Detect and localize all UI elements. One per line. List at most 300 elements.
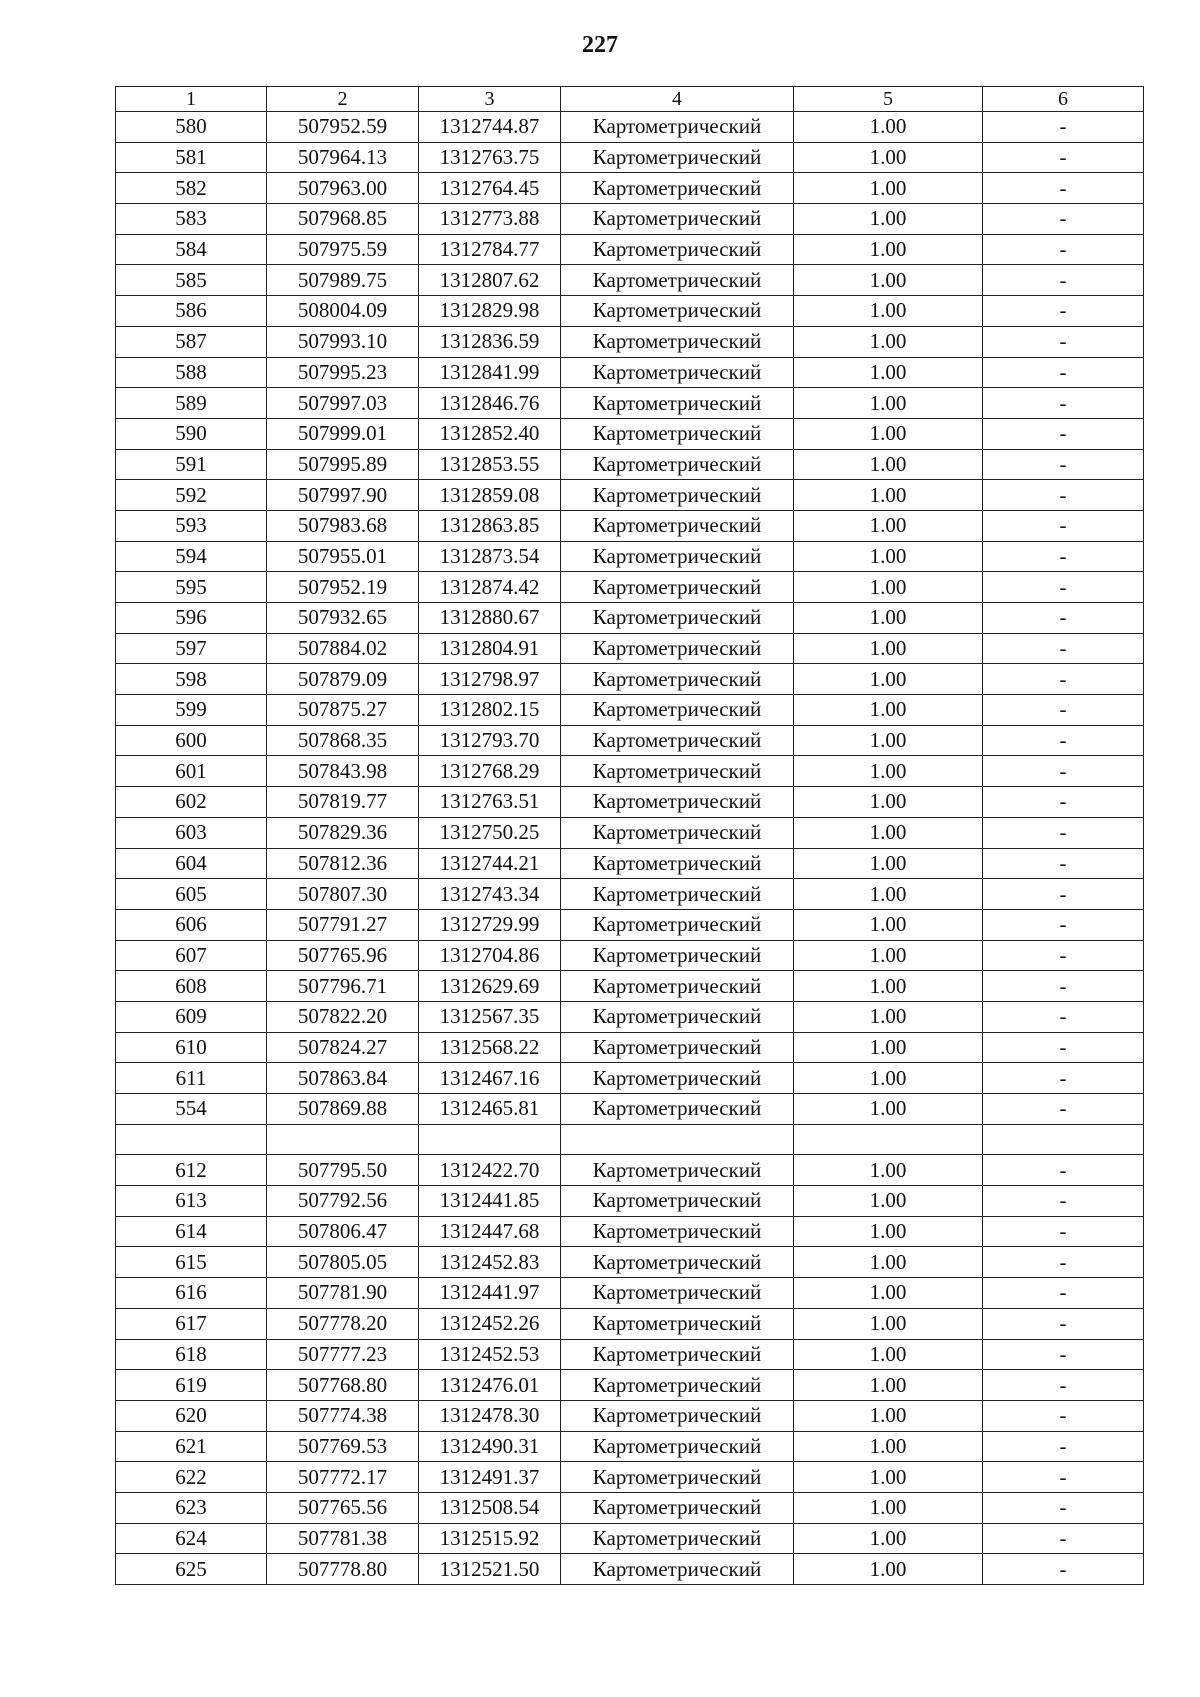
note-cell: -	[983, 695, 1144, 726]
point-number-cell: 615	[116, 1247, 267, 1278]
note-cell: -	[983, 173, 1144, 204]
accuracy-cell: 1.00	[794, 725, 983, 756]
method-cell: Картометрический	[561, 1308, 794, 1339]
x-coordinate-cell: 507806.47	[267, 1216, 419, 1247]
table-row	[116, 326, 1144, 357]
method-cell: Картометрический	[561, 940, 794, 971]
point-number-cell: 619	[116, 1370, 267, 1401]
y-coordinate-cell: 1312863.85	[419, 510, 561, 541]
point-number-cell: 592	[116, 480, 267, 511]
accuracy-cell: 1.00	[794, 1001, 983, 1032]
method-cell: Картометрический	[561, 817, 794, 848]
y-coordinate-cell: 1312441.97	[419, 1278, 561, 1309]
point-number-cell: 625	[116, 1554, 267, 1585]
accuracy-cell: 1.00	[794, 1492, 983, 1523]
point-number-cell: 584	[116, 234, 267, 265]
table-body	[116, 112, 1144, 1585]
point-number-cell: 588	[116, 357, 267, 388]
y-coordinate-cell: 1312515.92	[419, 1523, 561, 1554]
table-row	[116, 971, 1144, 1002]
x-coordinate-cell: 507932.65	[267, 603, 419, 634]
accuracy-cell: 1.00	[794, 1370, 983, 1401]
note-cell: -	[983, 1094, 1144, 1125]
x-coordinate-cell: 507795.50	[267, 1155, 419, 1186]
accuracy-cell: 1.00	[794, 388, 983, 419]
point-number-cell: 616	[116, 1278, 267, 1309]
note-cell: -	[983, 112, 1144, 143]
point-number-cell: 600	[116, 725, 267, 756]
table-row	[116, 909, 1144, 940]
x-coordinate-cell: 507968.85	[267, 204, 419, 235]
y-coordinate-cell: 1312478.30	[419, 1400, 561, 1431]
x-coordinate-cell: 507778.80	[267, 1554, 419, 1585]
note-cell: -	[983, 1492, 1144, 1523]
method-cell: Картометрический	[561, 1400, 794, 1431]
note-cell: -	[983, 418, 1144, 449]
method-cell: Картометрический	[561, 1216, 794, 1247]
table-row	[116, 1278, 1144, 1309]
x-coordinate-cell: 507778.20	[267, 1308, 419, 1339]
y-coordinate-cell: 1312629.69	[419, 971, 561, 1002]
y-coordinate-cell: 1312873.54	[419, 541, 561, 572]
point-number-cell: 620	[116, 1400, 267, 1431]
y-coordinate-cell: 1312784.77	[419, 234, 561, 265]
accuracy-cell: 1.00	[794, 971, 983, 1002]
table-row	[116, 1431, 1144, 1462]
method-cell: Картометрический	[561, 265, 794, 296]
point-number-cell: 617	[116, 1308, 267, 1339]
point-number-cell: 614	[116, 1216, 267, 1247]
table-row	[116, 1554, 1144, 1585]
point-number-cell: 582	[116, 173, 267, 204]
accuracy-cell: 1.00	[794, 756, 983, 787]
note-cell: -	[983, 1462, 1144, 1493]
point-number-cell: 612	[116, 1155, 267, 1186]
table-row	[116, 848, 1144, 879]
method-cell: Картометрический	[561, 848, 794, 879]
point-number-cell: 597	[116, 633, 267, 664]
y-coordinate-cell: 1312859.08	[419, 480, 561, 511]
y-coordinate-cell: 1312744.21	[419, 848, 561, 879]
note-cell: -	[983, 603, 1144, 634]
x-coordinate-cell: 507863.84	[267, 1063, 419, 1094]
table-row	[116, 940, 1144, 971]
method-cell: Картометрический	[561, 449, 794, 480]
accuracy-cell: 1.00	[794, 1216, 983, 1247]
note-cell: -	[983, 633, 1144, 664]
table-row	[116, 695, 1144, 726]
x-coordinate-cell: 507765.96	[267, 940, 419, 971]
x-coordinate-cell: 507983.68	[267, 510, 419, 541]
x-coordinate-cell: 507869.88	[267, 1094, 419, 1125]
note-cell: -	[983, 787, 1144, 818]
point-number-cell: 580	[116, 112, 267, 143]
x-coordinate-cell: 507772.17	[267, 1462, 419, 1493]
method-cell: Картометрический	[561, 1339, 794, 1370]
x-coordinate-cell: 507997.90	[267, 480, 419, 511]
x-coordinate-cell: 507768.80	[267, 1370, 419, 1401]
note-cell: -	[983, 1523, 1144, 1554]
method-cell: Картометрический	[561, 664, 794, 695]
table-row	[116, 1094, 1144, 1125]
table-row	[116, 817, 1144, 848]
accuracy-cell: 1.00	[794, 1462, 983, 1493]
x-coordinate-cell: 507952.19	[267, 572, 419, 603]
column-header: 3	[419, 87, 561, 112]
x-coordinate-cell: 507995.23	[267, 357, 419, 388]
y-coordinate-cell: 1312521.50	[419, 1554, 561, 1585]
accuracy-cell: 1.00	[794, 510, 983, 541]
method-cell: Картометрический	[561, 296, 794, 327]
column-header: 5	[794, 87, 983, 112]
coordinates-table	[115, 86, 1144, 1585]
note-cell: -	[983, 756, 1144, 787]
y-coordinate-cell: 1312452.83	[419, 1247, 561, 1278]
x-coordinate-cell: 507868.35	[267, 725, 419, 756]
accuracy-cell: 1.00	[794, 603, 983, 634]
method-cell: Картометрический	[561, 326, 794, 357]
note-cell: -	[983, 1155, 1144, 1186]
method-cell: Картометрический	[561, 1063, 794, 1094]
x-coordinate-cell: 508004.09	[267, 296, 419, 327]
accuracy-cell: 1.00	[794, 234, 983, 265]
note-cell: -	[983, 940, 1144, 971]
point-number-cell: 599	[116, 695, 267, 726]
method-cell: Картометрический	[561, 388, 794, 419]
method-cell: Картометрический	[561, 1462, 794, 1493]
table-row	[116, 449, 1144, 480]
accuracy-cell: 1.00	[794, 357, 983, 388]
y-coordinate-cell: 1312452.26	[419, 1308, 561, 1339]
x-coordinate-cell: 507805.05	[267, 1247, 419, 1278]
note-cell: -	[983, 1431, 1144, 1462]
method-cell: Картометрический	[561, 1186, 794, 1217]
point-number-cell	[116, 1124, 267, 1155]
note-cell: -	[983, 1247, 1144, 1278]
y-coordinate-cell: 1312704.86	[419, 940, 561, 971]
point-number-cell: 585	[116, 265, 267, 296]
note-cell: -	[983, 480, 1144, 511]
note-cell: -	[983, 725, 1144, 756]
x-coordinate-cell: 507791.27	[267, 909, 419, 940]
accuracy-cell: 1.00	[794, 1400, 983, 1431]
x-coordinate-cell: 507769.53	[267, 1431, 419, 1462]
table-row	[116, 296, 1144, 327]
y-coordinate-cell: 1312508.54	[419, 1492, 561, 1523]
x-coordinate-cell: 507879.09	[267, 664, 419, 695]
accuracy-cell: 1.00	[794, 1094, 983, 1125]
y-coordinate-cell: 1312829.98	[419, 296, 561, 327]
table-row	[116, 510, 1144, 541]
column-header: 4	[561, 87, 794, 112]
point-number-cell: 586	[116, 296, 267, 327]
method-cell: Картометрический	[561, 1032, 794, 1063]
point-number-cell: 605	[116, 879, 267, 910]
accuracy-cell: 1.00	[794, 418, 983, 449]
point-number-cell: 622	[116, 1462, 267, 1493]
table-row	[116, 1247, 1144, 1278]
y-coordinate-cell: 1312768.29	[419, 756, 561, 787]
method-cell: Картометрический	[561, 204, 794, 235]
note-cell: -	[983, 388, 1144, 419]
y-coordinate-cell: 1312802.15	[419, 695, 561, 726]
point-number-cell: 604	[116, 848, 267, 879]
point-number-cell: 583	[116, 204, 267, 235]
note-cell	[983, 1124, 1144, 1155]
accuracy-cell: 1.00	[794, 879, 983, 910]
point-number-cell: 587	[116, 326, 267, 357]
point-number-cell: 608	[116, 971, 267, 1002]
accuracy-cell: 1.00	[794, 1063, 983, 1094]
accuracy-cell: 1.00	[794, 296, 983, 327]
method-cell: Картометрический	[561, 1278, 794, 1309]
accuracy-cell: 1.00	[794, 1339, 983, 1370]
point-number-cell: 624	[116, 1523, 267, 1554]
method-cell: Картометрический	[561, 1155, 794, 1186]
y-coordinate-cell: 1312798.97	[419, 664, 561, 695]
accuracy-cell	[794, 1124, 983, 1155]
method-cell: Картометрический	[561, 756, 794, 787]
accuracy-cell: 1.00	[794, 940, 983, 971]
x-coordinate-cell: 507807.30	[267, 879, 419, 910]
accuracy-cell: 1.00	[794, 449, 983, 480]
y-coordinate-cell: 1312874.42	[419, 572, 561, 603]
point-number-cell: 596	[116, 603, 267, 634]
accuracy-cell: 1.00	[794, 204, 983, 235]
y-coordinate-cell: 1312773.88	[419, 204, 561, 235]
y-coordinate-cell	[419, 1124, 561, 1155]
point-number-cell: 589	[116, 388, 267, 419]
y-coordinate-cell: 1312804.91	[419, 633, 561, 664]
accuracy-cell: 1.00	[794, 480, 983, 511]
y-coordinate-cell: 1312841.99	[419, 357, 561, 388]
accuracy-cell: 1.00	[794, 1278, 983, 1309]
y-coordinate-cell: 1312568.22	[419, 1032, 561, 1063]
table-row	[116, 1370, 1144, 1401]
method-cell: Картометрический	[561, 234, 794, 265]
method-cell: Картометрический	[561, 357, 794, 388]
note-cell: -	[983, 572, 1144, 603]
accuracy-cell: 1.00	[794, 1554, 983, 1585]
method-cell: Картометрический	[561, 1001, 794, 1032]
table-row	[116, 1063, 1144, 1094]
y-coordinate-cell: 1312467.16	[419, 1063, 561, 1094]
method-cell: Картометрический	[561, 603, 794, 634]
y-coordinate-cell: 1312853.55	[419, 449, 561, 480]
table-row	[116, 879, 1144, 910]
note-cell: -	[983, 357, 1144, 388]
note-cell: -	[983, 664, 1144, 695]
table-row	[116, 480, 1144, 511]
table-row	[116, 173, 1144, 204]
point-number-cell: 609	[116, 1001, 267, 1032]
accuracy-cell: 1.00	[794, 1431, 983, 1462]
y-coordinate-cell: 1312441.85	[419, 1186, 561, 1217]
table-row	[116, 265, 1144, 296]
y-coordinate-cell: 1312729.99	[419, 909, 561, 940]
point-number-cell: 621	[116, 1431, 267, 1462]
x-coordinate-cell: 507963.00	[267, 173, 419, 204]
note-cell: -	[983, 234, 1144, 265]
x-coordinate-cell: 507999.01	[267, 418, 419, 449]
point-number-cell: 594	[116, 541, 267, 572]
table-row	[116, 603, 1144, 634]
accuracy-cell: 1.00	[794, 572, 983, 603]
method-cell: Картометрический	[561, 541, 794, 572]
note-cell: -	[983, 265, 1144, 296]
y-coordinate-cell: 1312763.75	[419, 142, 561, 173]
x-coordinate-cell: 507777.23	[267, 1339, 419, 1370]
note-cell: -	[983, 1001, 1144, 1032]
accuracy-cell: 1.00	[794, 1032, 983, 1063]
x-coordinate-cell: 507792.56	[267, 1186, 419, 1217]
note-cell: -	[983, 817, 1144, 848]
method-cell: Картометрический	[561, 418, 794, 449]
note-cell: -	[983, 879, 1144, 910]
y-coordinate-cell: 1312764.45	[419, 173, 561, 204]
note-cell: -	[983, 1216, 1144, 1247]
x-coordinate-cell: 507822.20	[267, 1001, 419, 1032]
x-coordinate-cell: 507774.38	[267, 1400, 419, 1431]
method-cell: Картометрический	[561, 112, 794, 143]
x-coordinate-cell: 507812.36	[267, 848, 419, 879]
note-cell: -	[983, 1370, 1144, 1401]
table-row	[116, 234, 1144, 265]
table-row	[116, 204, 1144, 235]
note-cell: -	[983, 1308, 1144, 1339]
point-number-cell: 602	[116, 787, 267, 818]
y-coordinate-cell: 1312750.25	[419, 817, 561, 848]
note-cell: -	[983, 909, 1144, 940]
table-row	[116, 357, 1144, 388]
note-cell: -	[983, 510, 1144, 541]
x-coordinate-cell: 507989.75	[267, 265, 419, 296]
x-coordinate-cell: 507819.77	[267, 787, 419, 818]
x-coordinate-cell: 507955.01	[267, 541, 419, 572]
method-cell	[561, 1124, 794, 1155]
point-number-cell: 595	[116, 572, 267, 603]
table-row	[116, 664, 1144, 695]
y-coordinate-cell: 1312836.59	[419, 326, 561, 357]
accuracy-cell: 1.00	[794, 909, 983, 940]
accuracy-cell: 1.00	[794, 541, 983, 572]
point-number-cell: 598	[116, 664, 267, 695]
x-coordinate-cell: 507796.71	[267, 971, 419, 1002]
accuracy-cell: 1.00	[794, 633, 983, 664]
x-coordinate-cell: 507997.03	[267, 388, 419, 419]
point-number-cell: 606	[116, 909, 267, 940]
y-coordinate-cell: 1312743.34	[419, 879, 561, 910]
accuracy-cell: 1.00	[794, 1186, 983, 1217]
method-cell: Картометрический	[561, 1247, 794, 1278]
accuracy-cell: 1.00	[794, 1155, 983, 1186]
accuracy-cell: 1.00	[794, 1308, 983, 1339]
y-coordinate-cell: 1312744.87	[419, 112, 561, 143]
method-cell: Картометрический	[561, 572, 794, 603]
point-number-cell: 623	[116, 1492, 267, 1523]
note-cell: -	[983, 1400, 1144, 1431]
y-coordinate-cell: 1312490.31	[419, 1431, 561, 1462]
x-coordinate-cell: 507884.02	[267, 633, 419, 664]
method-cell: Картометрический	[561, 971, 794, 1002]
table-row	[116, 112, 1144, 143]
method-cell: Картометрический	[561, 1492, 794, 1523]
point-number-cell: 581	[116, 142, 267, 173]
note-cell: -	[983, 449, 1144, 480]
accuracy-cell: 1.00	[794, 142, 983, 173]
x-coordinate-cell: 507975.59	[267, 234, 419, 265]
note-cell: -	[983, 1186, 1144, 1217]
method-cell: Картометрический	[561, 633, 794, 664]
table-row	[116, 1339, 1144, 1370]
point-number-cell: 611	[116, 1063, 267, 1094]
method-cell: Картометрический	[561, 695, 794, 726]
point-number-cell: 590	[116, 418, 267, 449]
note-cell: -	[983, 142, 1144, 173]
x-coordinate-cell: 507843.98	[267, 756, 419, 787]
table-row	[116, 1124, 1144, 1155]
point-number-cell: 593	[116, 510, 267, 541]
y-coordinate-cell: 1312491.37	[419, 1462, 561, 1493]
table-row	[116, 633, 1144, 664]
accuracy-cell: 1.00	[794, 1523, 983, 1554]
table-row	[116, 756, 1144, 787]
y-coordinate-cell: 1312852.40	[419, 418, 561, 449]
method-cell: Картометрический	[561, 909, 794, 940]
x-coordinate-cell: 507875.27	[267, 695, 419, 726]
note-cell: -	[983, 1063, 1144, 1094]
x-coordinate-cell: 507995.89	[267, 449, 419, 480]
table-row	[116, 572, 1144, 603]
note-cell: -	[983, 1032, 1144, 1063]
accuracy-cell: 1.00	[794, 664, 983, 695]
accuracy-cell: 1.00	[794, 817, 983, 848]
x-coordinate-cell: 507993.10	[267, 326, 419, 357]
accuracy-cell: 1.00	[794, 695, 983, 726]
table-row	[116, 1308, 1144, 1339]
y-coordinate-cell: 1312567.35	[419, 1001, 561, 1032]
accuracy-cell: 1.00	[794, 848, 983, 879]
point-number-cell: 607	[116, 940, 267, 971]
table-row	[116, 418, 1144, 449]
note-cell: -	[983, 1278, 1144, 1309]
y-coordinate-cell: 1312763.51	[419, 787, 561, 818]
accuracy-cell: 1.00	[794, 265, 983, 296]
column-header: 2	[267, 87, 419, 112]
method-cell: Картометрический	[561, 142, 794, 173]
note-cell: -	[983, 848, 1144, 879]
page-number: 227	[582, 32, 618, 58]
method-cell: Картометрический	[561, 1370, 794, 1401]
y-coordinate-cell: 1312793.70	[419, 725, 561, 756]
method-cell: Картометрический	[561, 879, 794, 910]
point-number-cell: 618	[116, 1339, 267, 1370]
method-cell: Картометрический	[561, 480, 794, 511]
x-coordinate-cell: 507765.56	[267, 1492, 419, 1523]
table-row	[116, 1001, 1144, 1032]
method-cell: Картометрический	[561, 510, 794, 541]
note-cell: -	[983, 296, 1144, 327]
method-cell: Картометрический	[561, 1554, 794, 1585]
x-coordinate-cell: 507964.13	[267, 142, 419, 173]
note-cell: -	[983, 1339, 1144, 1370]
table-row	[116, 1216, 1144, 1247]
point-number-cell: 613	[116, 1186, 267, 1217]
accuracy-cell: 1.00	[794, 1247, 983, 1278]
table-row	[116, 1523, 1144, 1554]
x-coordinate-cell	[267, 1124, 419, 1155]
point-number-cell: 601	[116, 756, 267, 787]
